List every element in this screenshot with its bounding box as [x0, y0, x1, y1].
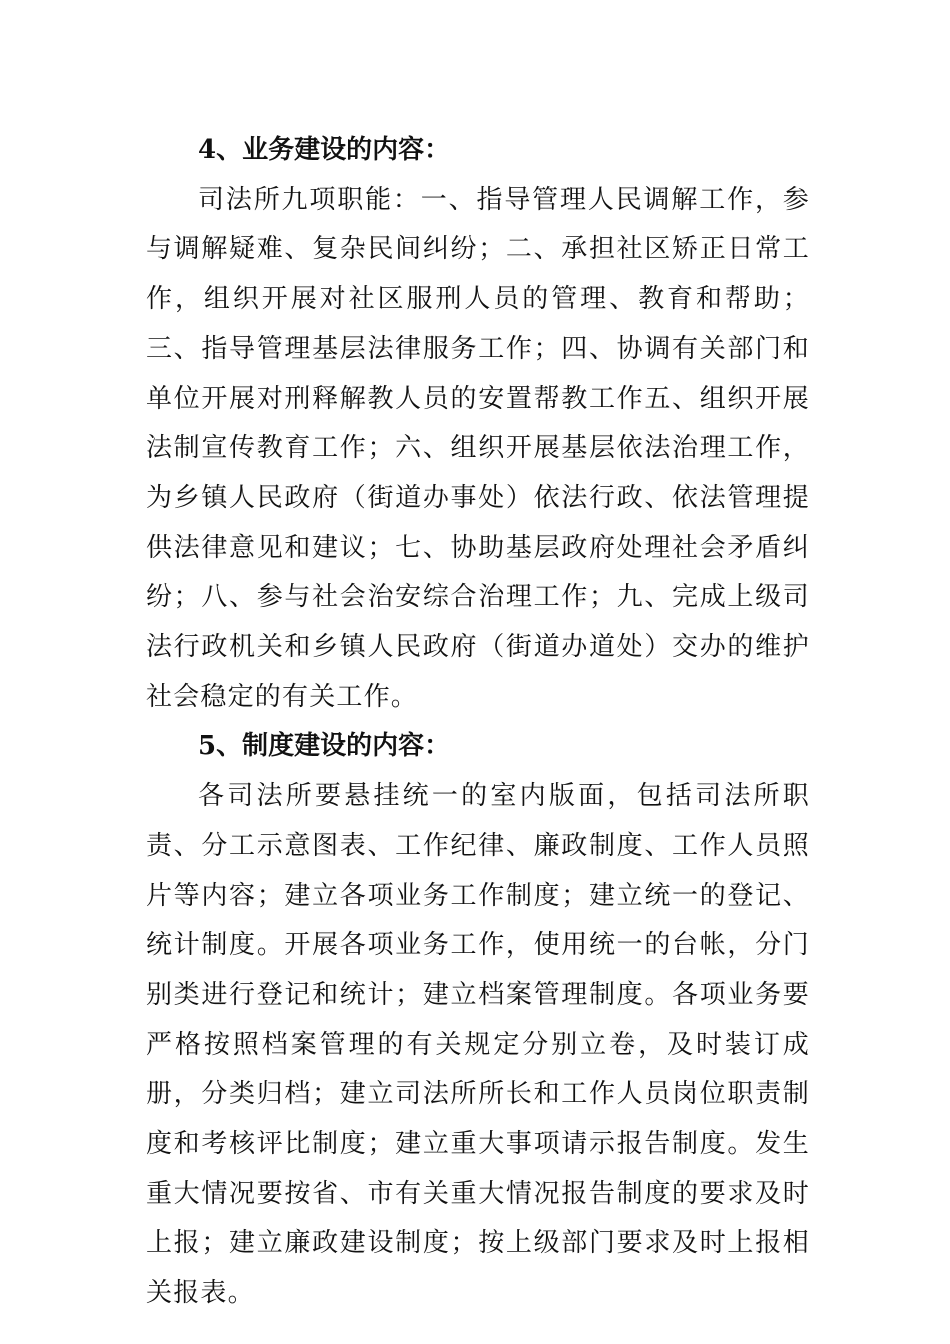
section-5-body: 各司法所要悬挂统一的室内版面，包括司法所职责、分工示意图表、工作纪律、廉政制度、工作人员照片等内容；建立各项业务工作制度；建立统一的登记、统计制度。开展各项业务工作，使用统一的台帐，分门别类进行登记和统计；建立档案管理制度。各项业务要严格按照档案管理的有关规定分别立卷，及时装订成册，分类归档；建立司法所所长和工作人员岗位职责制度和考核评比制度；建立重大事项请示报告制度。发生重大情况要按省、市有关重大情况报告制度的要求及时上报；建立廉政建设制度；按上级部门要求及时上报相关报表。	[146, 781, 810, 1309]
section-5-heading: 5、制度建设的内容：	[198, 731, 451, 762]
section-4-heading: 4、业务建设的内容：	[198, 135, 451, 165]
section-4-body: 司法所九项职能：一、指导管理人民调解工作，参与调解疑难、复杂民间纠纷；二、承担社区矫正日常工作，组织开展对社区服刑人员的管理、教育和帮助；三、指导管理基层法律服务工作；四、协调有关部门和单位开展对刑释解教人员的安置帮教工作五、组织开展法制宣传教育工作；六、组织开展基层依法治理工作，为乡镇人民政府（街道办事处）依法行政、依法管理提供法律意见和建议；七、协助基层政府处理社会矛盾纠纷；八、参与社会治安综合治理工作；九、完成上级司法行政机关和乡镇人民政府（街道办道处）交办的维护社会稳定的有关工作。	[146, 184, 810, 712]
document-content	[146, 126, 810, 1319]
